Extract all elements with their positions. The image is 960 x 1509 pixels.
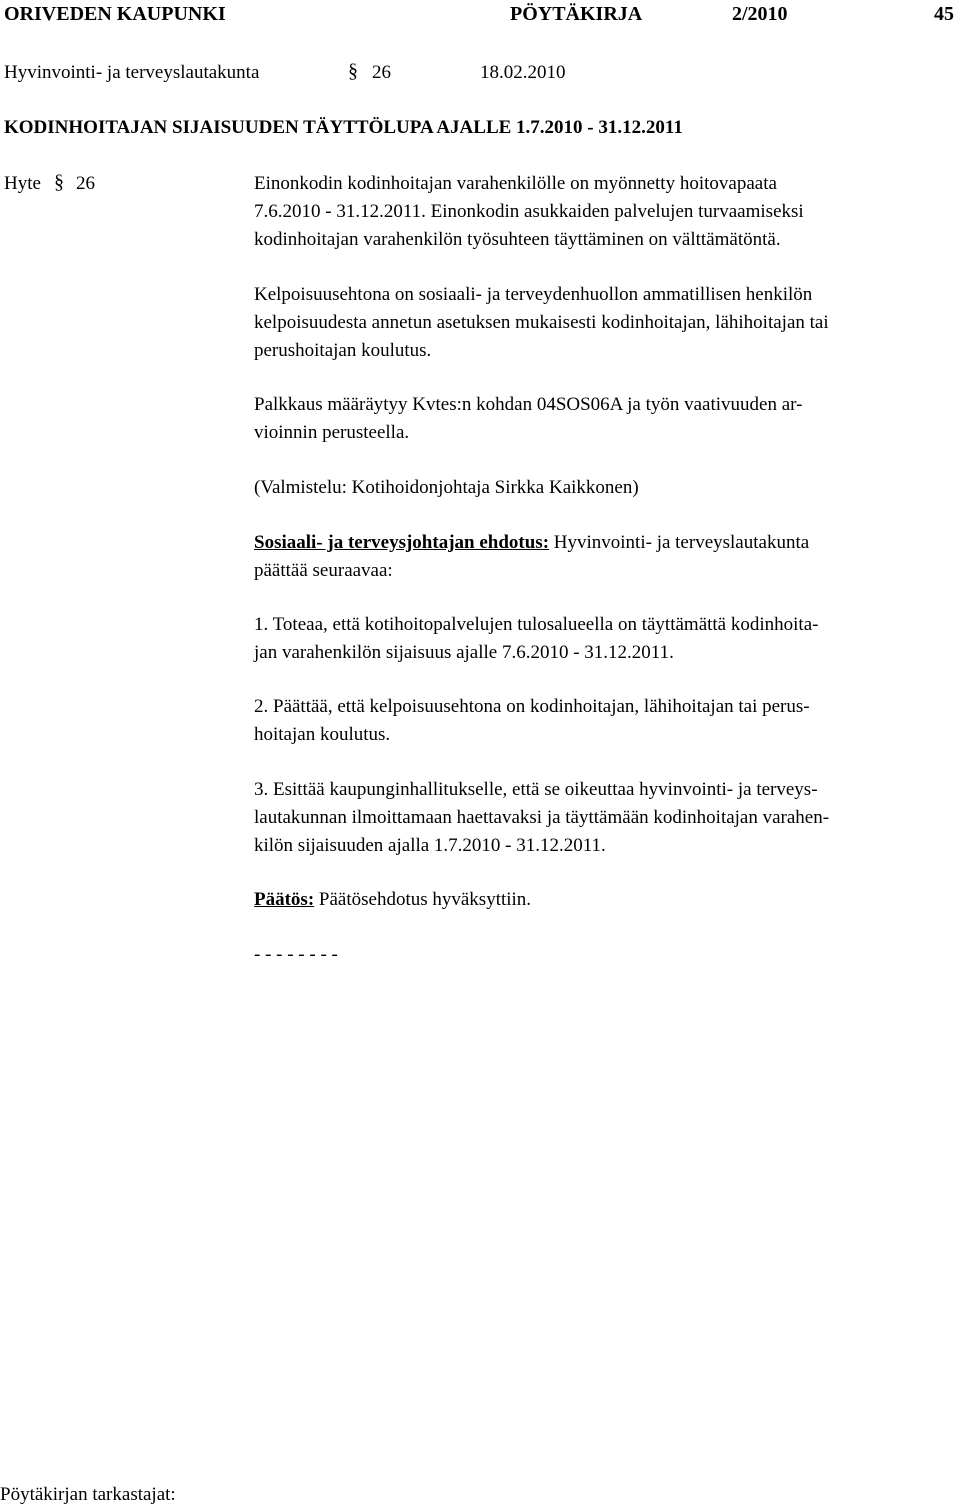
qualification-line: Kelpoisuusehtona on sosiaali- ja terveydenhuollon ammatillisen henkilön xyxy=(254,284,813,305)
proposal-point-1: 1. Toteaa, että kotihoitopalvelujen tulosalueella on täyttämättä kodinhoita- xyxy=(254,614,819,635)
proposal-point-3: kilön sijaisuuden ajalla 1.7.2010 - 31.12.2011. xyxy=(254,835,606,856)
page-number: 45 xyxy=(934,3,954,25)
committee-name: Hyvinvointi- ja terveyslautakunta xyxy=(4,62,260,83)
salary-line: Palkkaus määräytyy Kvtes:n kohdan 04SOS06A ja työn vaativuuden ar- xyxy=(254,394,803,415)
proposal-point-2: hoitajan koulutus. xyxy=(254,724,391,745)
intro-line: 7.6.2010 - 31.12.2011. Einonkodin asukkaiden palvelujen turvaamiseksi xyxy=(254,201,804,222)
proposal-point-3: 3. Esittää kaupunginhallitukselle, että se oikeuttaa hyvinvointi- ja terveys- xyxy=(254,779,818,800)
qualification-line: perushoitajan koulutus. xyxy=(254,340,432,361)
section-symbol: § xyxy=(348,60,358,82)
proposal-label: Sosiaali- ja terveysjohtajan ehdotus: xyxy=(254,532,550,553)
reviewers-label: Pöytäkirjan tarkastajat: xyxy=(0,1484,176,1505)
item-reference-symbol: § xyxy=(54,171,64,193)
proposal-point-3: lautakunnan ilmoittamaan haettavaksi ja täyttämään kodinhoitajan varahen- xyxy=(254,807,830,828)
document-number: 2/2010 xyxy=(732,3,788,25)
proposal-point-1: jan varahenkilön sijaisuus ajalle 7.6.2010 - 31.12.2011. xyxy=(254,642,674,663)
intro-line: Einonkodin kodinhoitajan varahenkilölle on myönnetty hoitovapaata xyxy=(254,173,777,194)
item-reference-label: Hyte xyxy=(4,173,41,194)
item-title: KODINHOITAJAN SIJAISUUDEN TÄYTTÖLUPA AJALLE 1.7.2010 - 31.12.2011 xyxy=(4,117,683,138)
salary-line: vioinnin perusteella. xyxy=(254,422,410,443)
decision-label: Päätös: xyxy=(254,889,315,910)
meeting-date: 18.02.2010 xyxy=(480,62,566,83)
section-number: 26 xyxy=(372,62,391,83)
qualification-line: kelpoisuudesta annetun asetuksen mukaisesti kodinhoitajan, lähihoitajan tai xyxy=(254,312,829,333)
document-type: PÖYTÄKIRJA xyxy=(510,3,643,25)
city-name: ORIVEDEN KAUPUNKI xyxy=(4,3,226,25)
item-reference-number: 26 xyxy=(76,173,95,194)
intro-line: kodinhoitajan varahenkilön työsuhteen täyttäminen on välttämätöntä. xyxy=(254,229,781,250)
decision-text: Päätösehdotus hyväksyttiin. xyxy=(314,889,532,910)
separator: - - - - - - - - xyxy=(254,944,338,965)
proposal-text: Hyvinvointi- ja terveyslautakunta xyxy=(549,532,810,553)
preparation-note: (Valmistelu: Kotihoidonjohtaja Sirkka Kaikkonen) xyxy=(254,477,639,498)
proposal-point-2: 2. Päättää, että kelpoisuusehtona on kodinhoitajan, lähihoitajan tai perus- xyxy=(254,696,810,717)
proposal-line xyxy=(254,532,809,554)
decision-line xyxy=(254,889,531,911)
proposal-text-continued: päättää seuraavaa: xyxy=(254,560,393,581)
